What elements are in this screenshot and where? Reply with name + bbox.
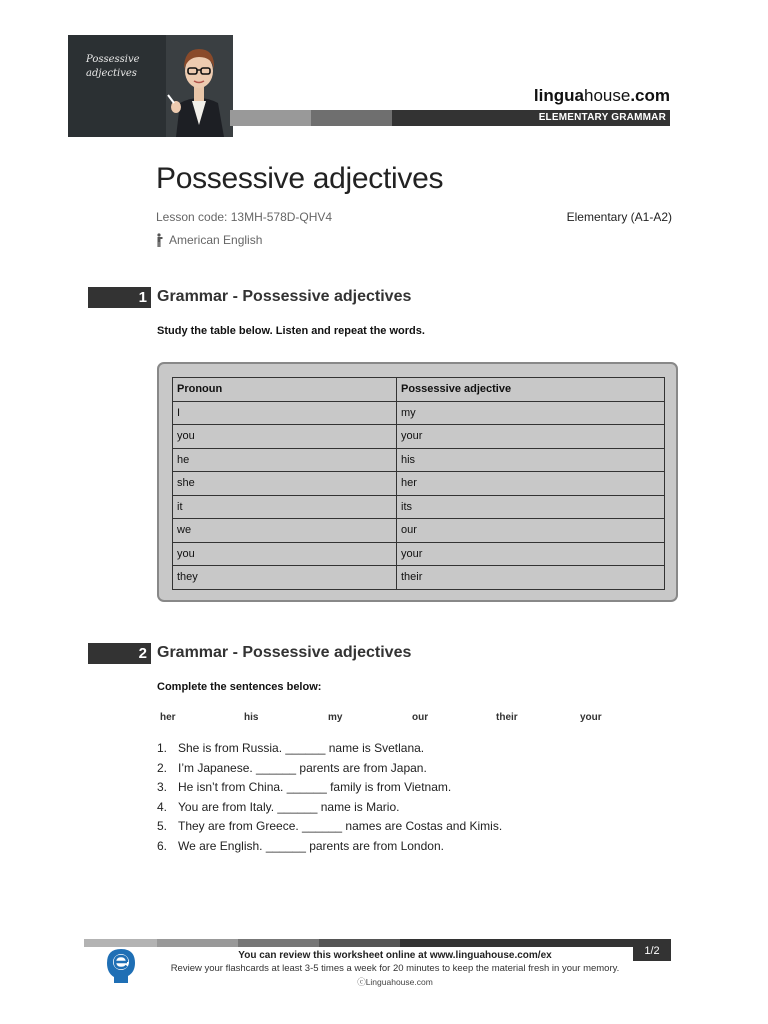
header-bar-segment — [311, 110, 392, 126]
chalkboard-line: Possessive — [86, 54, 140, 65]
section-number: 2 — [88, 643, 151, 664]
item-text: We are English. ______ parents are from London. — [178, 838, 444, 853]
copyright-text: ⓒLinguahouse.com — [357, 977, 433, 987]
item-number: 5. — [157, 819, 168, 834]
word-bank-item: his — [244, 712, 259, 723]
header-image — [68, 35, 233, 137]
adjective-cell: your — [397, 425, 665, 449]
item-number: 6. — [157, 838, 168, 853]
pronoun-cell: you — [173, 542, 397, 566]
section-instruction: Complete the sentences below: — [157, 681, 322, 693]
table-row — [173, 425, 665, 449]
list-item — [157, 759, 502, 779]
exercise-list — [157, 739, 502, 857]
table-row — [173, 448, 665, 472]
list-item — [157, 837, 502, 857]
page-title: Possessive adjectives — [156, 162, 444, 195]
section-number: 1 — [88, 287, 151, 308]
adjective-cell: her — [397, 472, 665, 496]
item-number: 4. — [157, 799, 168, 814]
table-row — [173, 542, 665, 566]
adjective-cell: my — [397, 401, 665, 425]
word-bank-item: my — [328, 712, 343, 723]
adjective-cell: your — [397, 542, 665, 566]
pronoun-cell: she — [173, 472, 397, 496]
list-item — [157, 798, 502, 818]
item-text: You are from Italy. ______ name is Mario. — [178, 799, 400, 814]
chalkboard-line: adjectives — [86, 68, 137, 79]
section-instruction: Study the table below. Listen and repeat the words. — [157, 325, 425, 337]
word-bank-item: our — [412, 712, 429, 723]
section-title: Grammar - Possessive adjectives — [157, 644, 412, 661]
brand-part: house — [583, 86, 631, 105]
pronoun-table — [172, 377, 665, 590]
header-bar-segment — [230, 110, 311, 126]
item-number: 2. — [157, 760, 168, 775]
footer-bar-segment — [84, 939, 157, 947]
adjective-cell: our — [397, 519, 665, 543]
item-text: I’m Japanese. ______ parents are from Japan. — [178, 760, 427, 775]
list-item — [157, 778, 502, 798]
teacher-illustration — [166, 35, 233, 137]
language-variant — [156, 233, 262, 247]
table-row — [173, 472, 665, 496]
table-row — [173, 519, 665, 543]
lesson-code: Lesson code: 13MH-578D-QHV4 — [156, 210, 333, 224]
chalkboard-text — [86, 53, 156, 81]
brand-part: lingua — [533, 86, 584, 105]
word-bank-item: your — [580, 712, 602, 723]
pronoun-table-panel — [157, 362, 678, 602]
list-item — [157, 817, 502, 837]
page-number: 1/2 — [633, 939, 671, 961]
word-bank-item: her — [160, 712, 176, 723]
table-header-row — [173, 378, 665, 402]
list-item — [157, 739, 502, 759]
adjective-cell: their — [397, 566, 665, 590]
linguahouse-e-logo-icon — [104, 948, 138, 984]
column-header: Possessive adjective — [397, 378, 665, 402]
item-text: She is from Russia. ______ name is Svetlana. — [178, 741, 425, 755]
pronoun-cell: you — [173, 425, 397, 449]
brand-logo — [520, 86, 670, 106]
flashcards-text: Review your flashcards at least 3-5 times a week for 20 minutes to keep the material fresh in your memory. — [170, 963, 620, 974]
level-label: Elementary (A1-A2) — [566, 210, 672, 224]
review-online-text: You can review this worksheet online at www.linguahouse.com/ex — [238, 950, 552, 961]
pronoun-cell: I — [173, 401, 397, 425]
category-label: ELEMENTARY GRAMMAR — [538, 112, 666, 123]
pronoun-cell: we — [173, 519, 397, 543]
person-icon — [156, 233, 163, 247]
footer-bar-segment — [238, 939, 319, 947]
adjective-cell: his — [397, 448, 665, 472]
table-row — [173, 566, 665, 590]
section-title: Grammar - Possessive adjectives — [157, 288, 412, 305]
pronoun-cell: they — [173, 566, 397, 590]
footer-bar-segment — [319, 939, 400, 947]
word-bank-item: their — [496, 712, 518, 723]
pronoun-cell: he — [173, 448, 397, 472]
item-number: 1. — [157, 741, 168, 755]
footer-bar-segment — [400, 939, 633, 947]
pronoun-cell: it — [173, 495, 397, 519]
brand-part: .com — [630, 86, 670, 105]
footer-bar-segment — [157, 939, 238, 947]
table-row — [173, 401, 665, 425]
adjective-cell: its — [397, 495, 665, 519]
item-number: 3. — [157, 780, 168, 795]
column-header: Pronoun — [173, 378, 397, 402]
item-text: They are from Greece. ______ names are Costas and Kimis. — [178, 819, 503, 834]
language-variant-label: American English — [169, 233, 263, 247]
item-text: He isn’t from China. ______ family is from Vietnam. — [178, 780, 452, 795]
table-row — [173, 495, 665, 519]
